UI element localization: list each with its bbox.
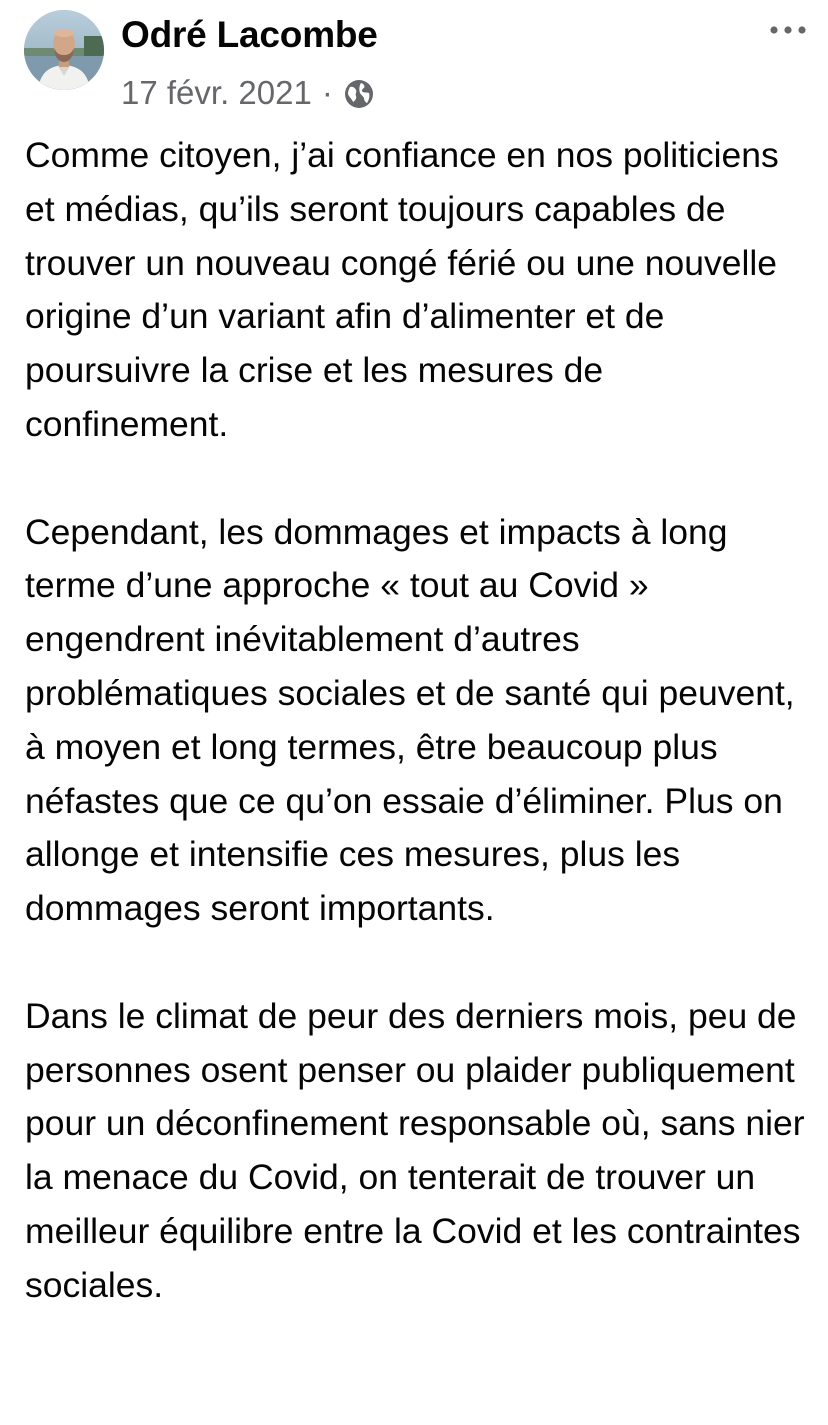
more-horizontal-icon (768, 25, 808, 35)
post-paragraph: Cependant, les dommages et impacts à long terme d’une approche « tout au Covid » engendrent inévitablement d’autres problématiques sociales et de santé qui peuvent, à moyen et long termes, être beaucoup plus néfastes que ce qu’on essaie d’éliminer. Plus on allonge et intensifie ces mesures, plus les dommages seront importants. (25, 511, 795, 929)
globe-icon[interactable] (343, 78, 375, 110)
more-options-button[interactable] (760, 12, 816, 48)
post-paragraph: Comme citoyen, j’ai confiance en nos politiciens et médias, qu’ils seront toujours capables de trouver un nouveau congé férié ou une nouvelle origine d’un variant afin d’alimenter et de poursuivre la crise et les mesures de confinement. (25, 135, 779, 444)
author-avatar[interactable] (24, 10, 104, 90)
author-name[interactable]: Odré Lacombe (121, 14, 378, 55)
post-timestamp[interactable]: 17 févr. 2021 (121, 74, 312, 111)
avatar-photo (24, 10, 104, 90)
post-paragraph: Dans le climat de peur des derniers mois, peu de personnes osent penser ou plaider publiquement pour un déconfinement responsable où, sans nier la menace du Covid, on tenterait de trouver un meilleur équilibre entre la Covid et les contraintes sociales. (25, 995, 805, 1305)
meta-separator: · (321, 74, 333, 111)
post-text (25, 129, 815, 1366)
post-meta (121, 71, 375, 115)
